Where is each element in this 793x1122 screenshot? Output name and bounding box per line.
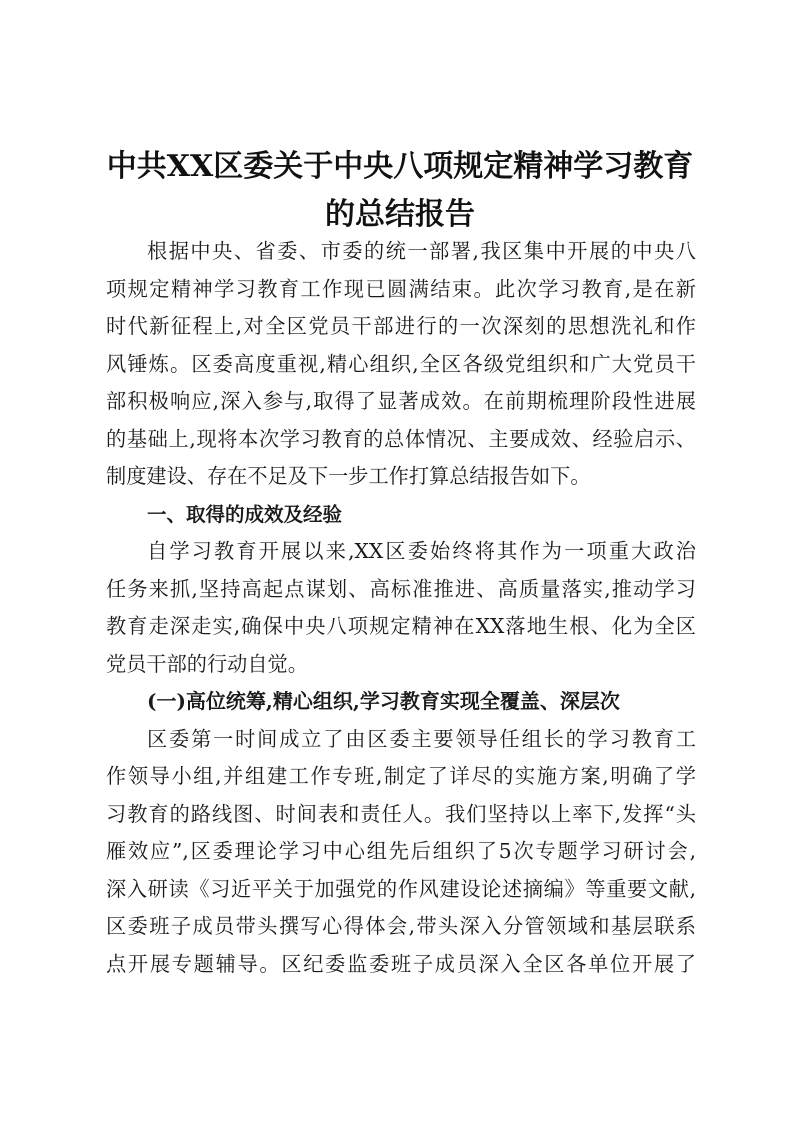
paragraph-line: 部积极响应,深入参与,取得了显著成效。在前期梳理阶段性进展 (106, 389, 696, 413)
paragraph-line: 项规定精神学习教育工作现已圆满结束。此次学习教育,是在新 (106, 276, 696, 301)
paragraph-line: 雁效应”,区委理论学习中心组先后组织了5次专题学习研讨会, (106, 839, 696, 863)
paragraph-line: 点开展专题辅导。区纪委监委班子成员深入全区各单位开展了 (106, 951, 696, 976)
title-line-1: 中共XX区委关于中央八项规定精神学习教育 (106, 149, 694, 184)
paragraph-line: 任务来抓,坚持高起点谋划、高标准推进、高质量落实,推动学习 (106, 576, 696, 601)
paragraph-line: 区委第一时间成立了由区委主要领导任组长的学习教育工 (147, 726, 696, 751)
paragraph-line: 深入研读《习近平关于加强党的作风建设论述摘编》等重要文献, (106, 876, 696, 901)
paragraph-line: 习教育的路线图、时间表和责任人。我们坚持以上率下,发挥“头 (106, 801, 696, 826)
subsection-heading: (一)高位统筹,精心组织,学习教育实现全覆盖、深层次 (147, 689, 620, 713)
paragraph-line: 作领导小组,并组建工作专班,制定了详尽的实施方案,明确了学 (106, 764, 696, 788)
document-title (100, 143, 700, 239)
paragraph-line: 党员干部的行动自觉。 (106, 651, 308, 676)
paragraph-line: 的基础上,现将本次学习教育的总体情况、主要成效、经验启示、 (106, 426, 696, 451)
paragraph-line: 制度建设、存在不足及下一步工作打算总结报告如下。 (106, 464, 591, 488)
title-line-2: 的总结报告 (325, 197, 475, 232)
paragraph-line: 根据中央、省委、市委的统一部署,我区集中开展的中央八 (147, 239, 696, 263)
document-body (106, 233, 696, 983)
subsection-paragraph (106, 721, 696, 984)
paragraph-line: 风锤炼。区委高度重视,精心组织,全区各级党组织和广大党员干 (106, 351, 696, 376)
paragraph-line: 自学习教育开展以来,XX区委始终将其作为一项重大政治 (147, 539, 696, 563)
section-paragraph (106, 533, 696, 683)
section-heading: 一、取得的成效及经验 (147, 502, 343, 526)
paragraph-line: 区委班子成员带头撰写心得体会,带头深入分管领域和基层联系 (106, 914, 696, 938)
paragraph-line: 教育走深走实,确保中央八项规定精神在XX落地生根、化为全区 (106, 614, 696, 638)
paragraph-line: 时代新征程上,对全区党员干部进行的一次深刻的思想洗礼和作 (106, 314, 696, 338)
intro-paragraph (106, 233, 696, 496)
